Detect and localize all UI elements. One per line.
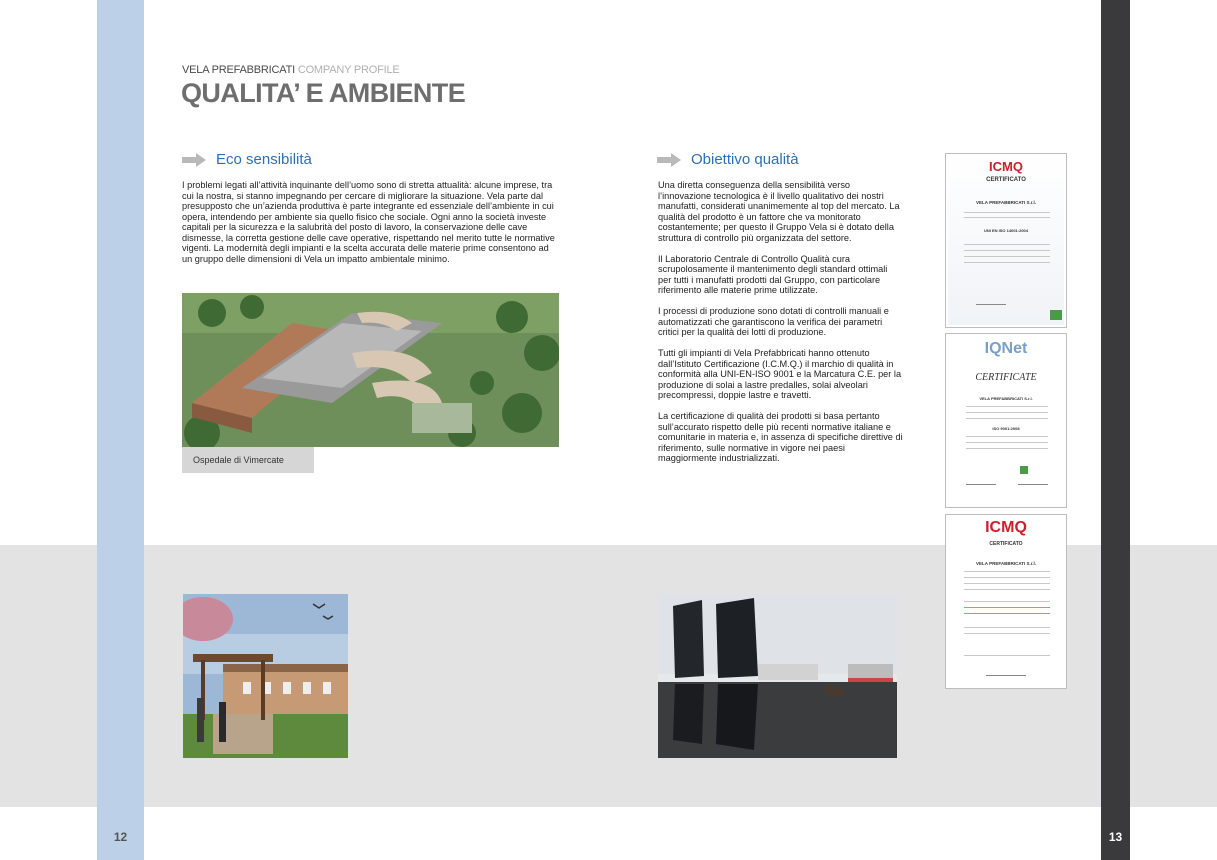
quality-paragraph: Una diretta conseguenza della sensibilità verso l’innovazione tecnologica è il livello qualitativo dei nostri manufatti, considerati unanimemente al top del mercato. La qualità del prodotto è un fattore che va monitorato costantemente; per questo il Gruppo Vela si è dotato della struttura di controllo più organizzata del settore. <box>658 180 900 243</box>
page-title: QUALITA’ E AMBIENTE <box>181 78 466 108</box>
certificate-heading: CERTIFICATO <box>986 177 1026 183</box>
section-heading-label: Obiettivo qualità <box>691 151 799 168</box>
certificate-standard: ISO 9001:2008 <box>992 426 1020 431</box>
section-heading-label: Eco sensibilità <box>216 151 312 168</box>
section-heading-quality <box>657 151 799 168</box>
certificate-heading: CERTIFICATE <box>975 372 1037 383</box>
certificate-company: VELA PREFABBRICATI S.r.l. <box>979 396 1033 401</box>
hospital-photo <box>182 293 559 447</box>
certificate-logo: ICMQ <box>989 159 1023 174</box>
arrow-icon <box>657 153 681 167</box>
certificate-heading: CERTIFICATO <box>989 541 1023 547</box>
right-margin-stripe <box>1101 0 1130 860</box>
section-heading-eco <box>182 151 312 168</box>
certificate-icmq-14001 <box>945 153 1067 328</box>
quality-paragraph: Il Laboratorio Centrale di Controllo Qualità cura scrupolosamente il mantenimento degli standard ottimali per tutti i manufatti prodotti dal Gruppo, con particolare riferimento alle materie prime utilizzate. <box>658 253 888 295</box>
arrow-icon <box>182 153 206 167</box>
quality-paragraph: Tutti gli impianti di Vela Prefabbricati hanno ottenuto dall’Istituto Certificazione (I.C.M.Q.) il marchio di qualità in conformità alla UNI-EN-ISO 9001 e la Marcatura C.E. per la produzione di solai a lastre predalles, solai alveolari precompressi, doppie lastre e travetti. <box>658 348 902 400</box>
certificate-logo: IQNet <box>984 340 1028 357</box>
page-number-left: 12 <box>113 830 128 844</box>
towers-photo <box>658 594 897 758</box>
page-number-right: 13 <box>1108 830 1123 844</box>
eco-paragraph: I problemi legati all’attività inquinante dell’uomo sono di stretta attualità: alcune imprese, tra cui la nostra, si stanno impegnando per cercare di migliorare la situazione. Vela parte dal presupposto che un’azienda produttiva è parte integrante ed essenziale dell’ambiente in cui opera, intendendo per ambiente sia quello fisico che sociale. Ogni anno la società investe capitali per la sicurezza e la salubrità del posto di lavoro, la conservazione delle cave dismesse, la corretta gestione delle cave operative, rispettando nel merito tutte le normative vigenti. La modernità degli impianti e la scelta accurata delle materie prime consentono ad un gruppo delle dimensioni di Vela un impatto ambientale minimo. <box>182 180 555 264</box>
certificate-company: VELA PREFABBRICATI S.r.l. <box>975 200 1036 205</box>
garden-photo <box>183 594 348 758</box>
quality-paragraph: La certificazione di qualità dei prodotti si basa pertanto sull’accurato rispetto delle più recenti normative italiane e comunitarie in materia e, in assenza di specifiche direttive di riferimento, sulle normative in vigore nei paesi maggiormente industrializzati. <box>658 411 903 463</box>
eco-body-text <box>182 180 560 275</box>
certificate-icmq-product <box>945 514 1067 689</box>
photo-caption: Ospedale di Vimercate <box>182 447 314 473</box>
left-margin-stripe <box>97 0 144 860</box>
kicker-brand: VELA PREFABBRICATI <box>182 64 295 76</box>
certificate-standard: UNI EN ISO 14001:2004 <box>983 228 1029 233</box>
quality-body-text <box>658 180 903 474</box>
quality-paragraph: I processi di produzione sono dotati di controlli manuali e automatizzati che garantiscono la verifica dei parametri critici per la qualità dei lotti di produzione. <box>658 306 889 337</box>
certificate-iqnet <box>945 333 1067 508</box>
certificate-logo: ICMQ <box>985 519 1027 536</box>
kicker <box>182 64 400 76</box>
certificate-company: VELA PREFABBRICATI S.r.l. <box>975 561 1036 566</box>
accreditation-mark <box>1050 310 1062 320</box>
kicker-suffix: COMPANY PROFILE <box>297 64 400 76</box>
